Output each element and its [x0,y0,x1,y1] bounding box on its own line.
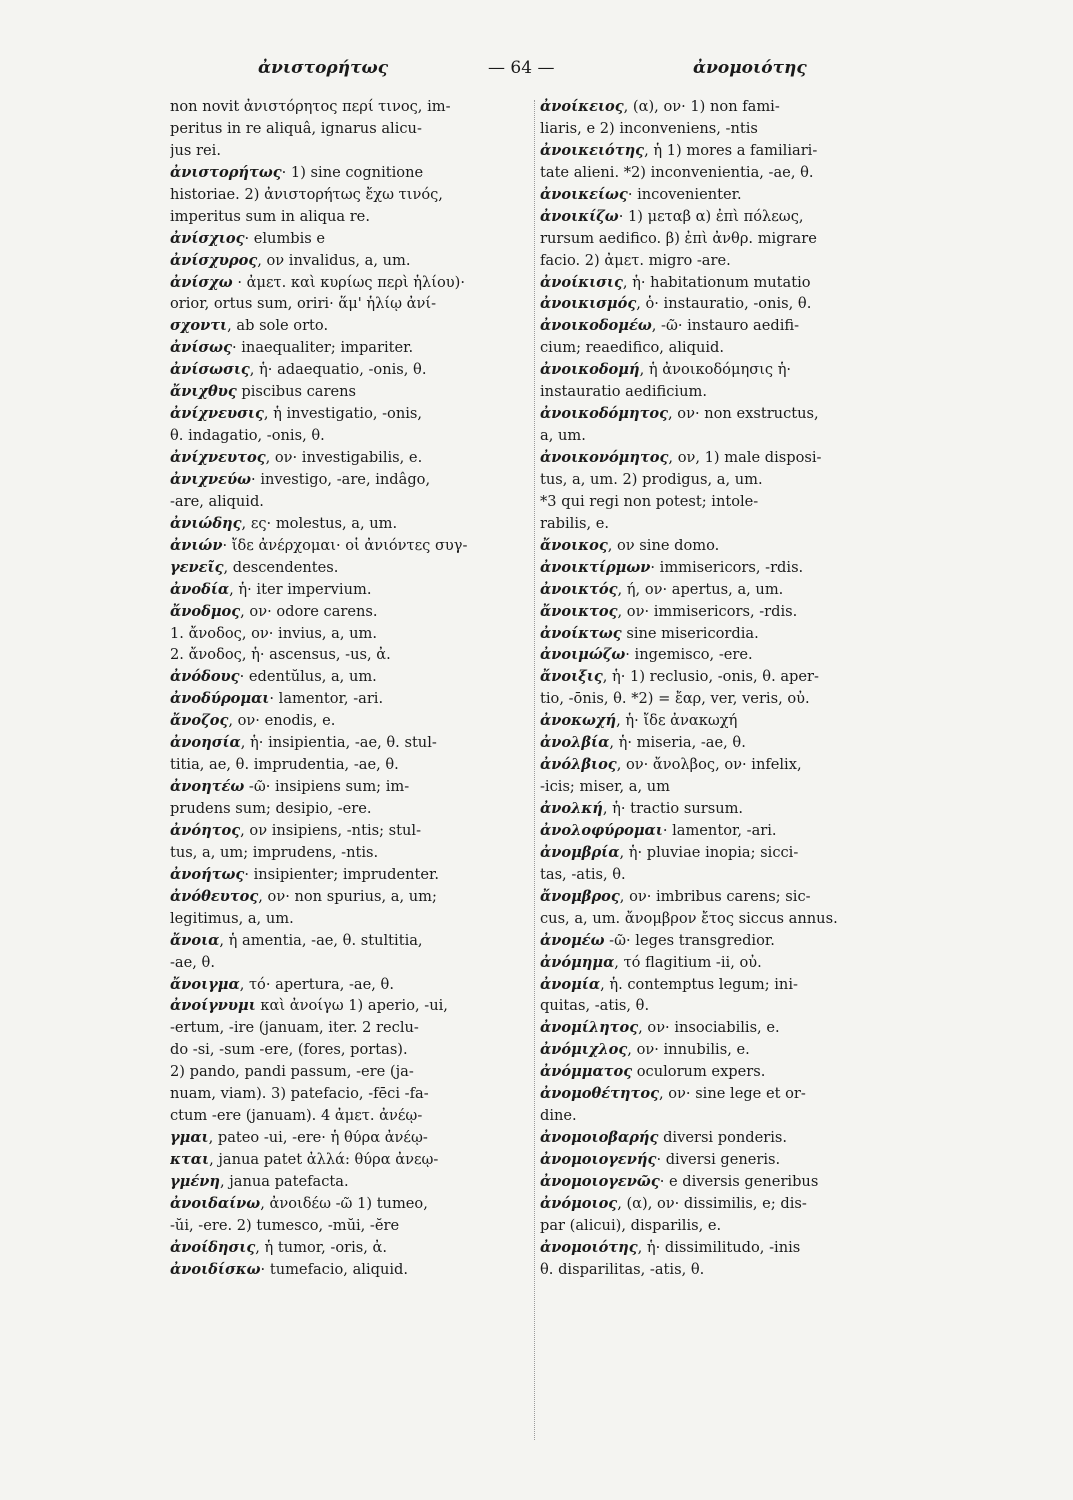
entry-line: -ae, θ. [170,953,215,971]
entry-line: ἀνοησία, ἡ· insipientia, -ae, θ. stul- [170,734,437,752]
entry-line: ἄνοικτος, ον· immisericors, -rdis. [540,602,798,620]
page-number: — 64 — [488,58,555,78]
entry-line: -ertum, -ire (januam, iter. 2 reclu- [170,1019,419,1037]
entry-line: ἄνοια, ἡ amentia, -ae, θ. stultitia, [170,931,423,949]
entry-line: ἀνολοφύρομαι· lamentor, -ari. [540,821,777,839]
entry-line: rursum aedifico. β) ἐπὶ ἀνθρ. migrare [540,229,817,247]
page-header [0,58,1073,88]
entry-line: ἀνόλβιος, ον· ἄνολβος, ον· infelix, [540,756,802,774]
entry-line: ἀνιχνεύω· investigo, -are, indâgo, [170,470,431,488]
entry-line: a, um. [540,427,586,445]
entry-line: tas, -atis, θ. [540,865,626,883]
entry-line: 2) pando, pandi passum, -ere (ja- [170,1063,414,1081]
entry-line: ctum -ere (januam). 4 ἀμετ. ἀνέῳ- [170,1107,423,1125]
entry-line: ἀνίσχυρος, ον invalidus, a, um. [170,251,411,269]
entry-line: nuam, viam). 3) patefacio, -fēci -fa- [170,1085,429,1103]
entry-line: ἀνιστορήτως· 1) sine cognitione [170,163,424,181]
entry-line: do -si, -sum -ere, (fores, portas). [170,1041,408,1059]
entry-line: ἀνοδία, ἡ· iter impervium. [170,580,372,598]
entry-line: ἄνοιξις, ἡ· 1) reclusio, -onis, θ. aper- [540,668,819,686]
entry-line: prudens sum; desipio, -ere. [170,800,372,817]
entry-line: ἀνοιδαίνω, ἀνοιδέω -ῶ 1) tumeo, [170,1194,428,1212]
entry-line: par (alicui), disparilis, e. [540,1216,722,1234]
entry-line: rabilis, e. [540,514,610,532]
entry-line: ἀνοικισμός, ὁ· instauratio, -onis, θ. [540,295,812,313]
entry-line: legitimus, a, um. [170,909,294,927]
entry-line: ἀνόμημα, τό flagitium -ii, οὐ. [540,953,762,971]
entry-line: ἀνίσως· inaequaliter; impariter. [170,339,414,357]
entry-line: ἀνοικτός, ή, ον· apertus, a, um. [540,580,784,598]
entry-line: *3 qui regi non potest; intole- [540,492,759,510]
entry-line: dine. [540,1107,577,1125]
entry-line: ἀνόμματος oculorum expers. [540,1063,766,1081]
entry-line: facio. 2) ἀμετ. migro -are. [540,251,731,269]
entry-line: ἀνιών· ἴδε ἀνέρχομαι· οἱ ἀνιόντες συγ- [170,536,468,554]
entry-line: ἀνομοιότης, ἡ· dissimilitudo, -inis [540,1238,801,1256]
entry-line: σχοντι, ab sole orto. [170,317,329,335]
entry-line: ἀνόμοιος, (α), ον· dissimilis, e; dis- [540,1194,807,1212]
entry-line: 1. ἄνοδος, ον· invius, a, um. [170,624,378,642]
entry-line: ἄνοιγμα, τό· apertura, -ae, θ. [170,975,394,993]
entry-line: ἀνόητος, ον insipiens, -ntis; stul- [170,821,422,839]
entry-line: ἀνοικίζω· 1) μεταβ α) ἐπὶ πόλεως, [540,207,804,225]
entry-line: ἀνοίγνυμι καὶ ἀνοίγω 1) aperio, -ui, [170,997,448,1015]
entry-line: ἀνοικτίρμων· immisericors, -rdis. [540,558,804,576]
entry-line: ἀνοικείως· incovenienter. [540,185,742,203]
entry-line: ἀνομίλητος, ον· insociabilis, e. [540,1019,780,1037]
entry-line: ἀνολκή, ἡ· tractio sursum. [540,800,744,817]
entry-line: γενεῖς, descendentes. [170,558,339,576]
entry-line: cus, a, um. ἄνομβρον ἔτος siccus annus. [540,909,838,927]
entry-line: ἀνομία, ἡ. contemptus legum; ini- [540,975,798,993]
entry-line: ἀνομοιογενής· diversi generis. [540,1151,781,1168]
entry-line: ἀνομοιογενῶς· e diversis generibus [540,1172,819,1190]
entry-line: ἀνοιδίσκω· tumefacio, aliquid. [170,1260,408,1278]
entry-line: ἀνόδους· edentŭlus, a, um. [170,668,377,686]
entry-line: liaris, e 2) inconveniens, -ntis [540,119,758,137]
entry-line: ἀνομοιοβαρής diversi ponderis. [540,1129,788,1147]
column-divider [534,100,535,1440]
entry-line: ἀνόθευτος, ον· non spurius, a, um; [170,887,437,905]
entry-line: instauratio aedificium. [540,383,707,401]
entry-line: ἀνομβρία, ἡ· pluviae inopia; sicci- [540,843,799,861]
entry-line: ἀνίχνευτος, ον· investigabilis, e. [170,449,423,466]
entry-line: ἀνοητέω -ῶ· insipiens sum; im- [170,778,410,796]
entry-line: γμαι, pateo -ui, -ere· ἡ θύρα ἀνέῳ- [170,1129,428,1147]
entry-line: 2. ἄνοδος, ἡ· ascensus, -us, ἀ. [170,646,391,664]
entry-line: ἀνοικονόμητος, ον, 1) male disposi- [540,449,822,466]
header-left-guide-word: ἀνιστορήτως [258,58,389,78]
entry-line: peritus in re aliquâ, ignarus alicu- [170,119,422,137]
entry-line: ἄνοδμος, ον· odore carens. [170,602,378,620]
entry-line: cium; reaedifico, aliquid. [540,339,724,357]
entry-line: ἀνοίδησις, ἡ tumor, -oris, ἀ. [170,1238,388,1256]
entry-line: tio, -ōnis, θ. *2) = ἔαρ, ver, veris, οὐ. [540,690,810,708]
entry-line: ἀνοικοδομέω, -ῶ· instauro aedifi- [540,317,800,335]
entry-line: non novit ἀνιστόρητος περί τινος, im- [170,98,451,115]
entry-line: ἀνομέω -ῶ· leges transgredior. [540,931,775,949]
entry-line: ἀνοίκισις, ἡ· habitationum mutatio [540,273,811,291]
entry-line: ἀνοικοδόμητος, ον· non exstructus, [540,405,819,423]
entry-line: ἀνοικοδομή, ἡ ἀνοικοδόμησις ἡ· [540,361,792,379]
entry-line: tus, a, um. 2) prodigus, a, um. [540,470,763,488]
entry-line: ἄνοζος, ον· enodis, e. [170,712,336,730]
entry-line: θ. indagatio, -onis, θ. [170,427,325,445]
entry-line: ἀνοδύρομαι· lamentor, -ari. [170,690,384,708]
entry-line: ἀνοικειότης, ἡ 1) mores a familiari- [540,141,818,159]
entry-line: -are, aliquid. [170,492,264,510]
entry-line: tate alieni. *2) inconvenientia, -ae, θ. [540,163,814,181]
entry-line: imperitus sum in aliqua re. [170,207,370,225]
entry-line: ἀνίχνευσις, ἡ investigatio, -onis, [170,405,423,423]
entry-line: ἀνοιμώζω· ingemisco, -ere. [540,646,753,664]
entry-line: ἀνίσωσις, ἡ· adaequatio, -onis, θ. [170,361,427,379]
entry-line: ἀνοήτως· insipienter; imprudenter. [170,865,440,883]
entry-line: historiae. 2) ἀνιστορήτως ἔχω τινός, [170,185,443,203]
entry-line: orior, ortus sum, oriri· ἅμ' ἡλίῳ ἀνί- [170,295,437,313]
entry-line: ἀνοκωχή, ἡ· ἴδε ἀνακωχή [540,712,738,730]
entry-line: ἀνίσχω · ἀμετ. καὶ κυρίως περὶ ἡλίου)· [170,273,465,291]
left-column [170,96,542,1281]
entry-line: titia, ae, θ. imprudentia, -ae, θ. [170,756,399,774]
entry-line: ἄνιχθυς piscibus carens [170,383,356,401]
entry-line: -ŭi, -ere. 2) tumesco, -mŭi, -ĕre [170,1216,400,1234]
entry-line: ἀνόμιχλος, ον· innubilis, e. [540,1041,750,1059]
header-right-guide-word: ἀνομοιότης [693,58,807,78]
entry-line: jus rei. [170,141,221,159]
entry-line: tus, a, um; imprudens, -ntis. [170,843,379,861]
entry-line: quitas, -atis, θ. [540,997,650,1015]
entry-line: ἀνιώδης, ες· molestus, a, um. [170,514,398,532]
entry-line: ἀνοίκειος, (α), ον· 1) non fami- [540,98,780,115]
right-column [540,96,930,1281]
entry-line: ἀνομοθέτητος, ον· sine lege et or- [540,1085,806,1103]
entry-line: ἀνολβία, ἡ· miseria, -ae, θ. [540,734,746,752]
entry-line: -icis; miser, a, um [540,778,670,796]
entry-line: κται, janua patet ἀλλά: θύρα ἀνεῳ- [170,1151,439,1168]
entry-line: ἄνομβρος, ον· imbribus carens; sic- [540,887,811,905]
entry-line: γμένη, janua patefacta. [170,1172,349,1190]
entry-line: θ. disparilitas, -atis, θ. [540,1260,705,1278]
entry-line: ἀνίσχιος· elumbis e [170,229,326,247]
entry-line: ἀνοίκτως sine misericordia. [540,624,759,642]
entry-line: ἄνοικος, ον sine domo. [540,536,720,554]
